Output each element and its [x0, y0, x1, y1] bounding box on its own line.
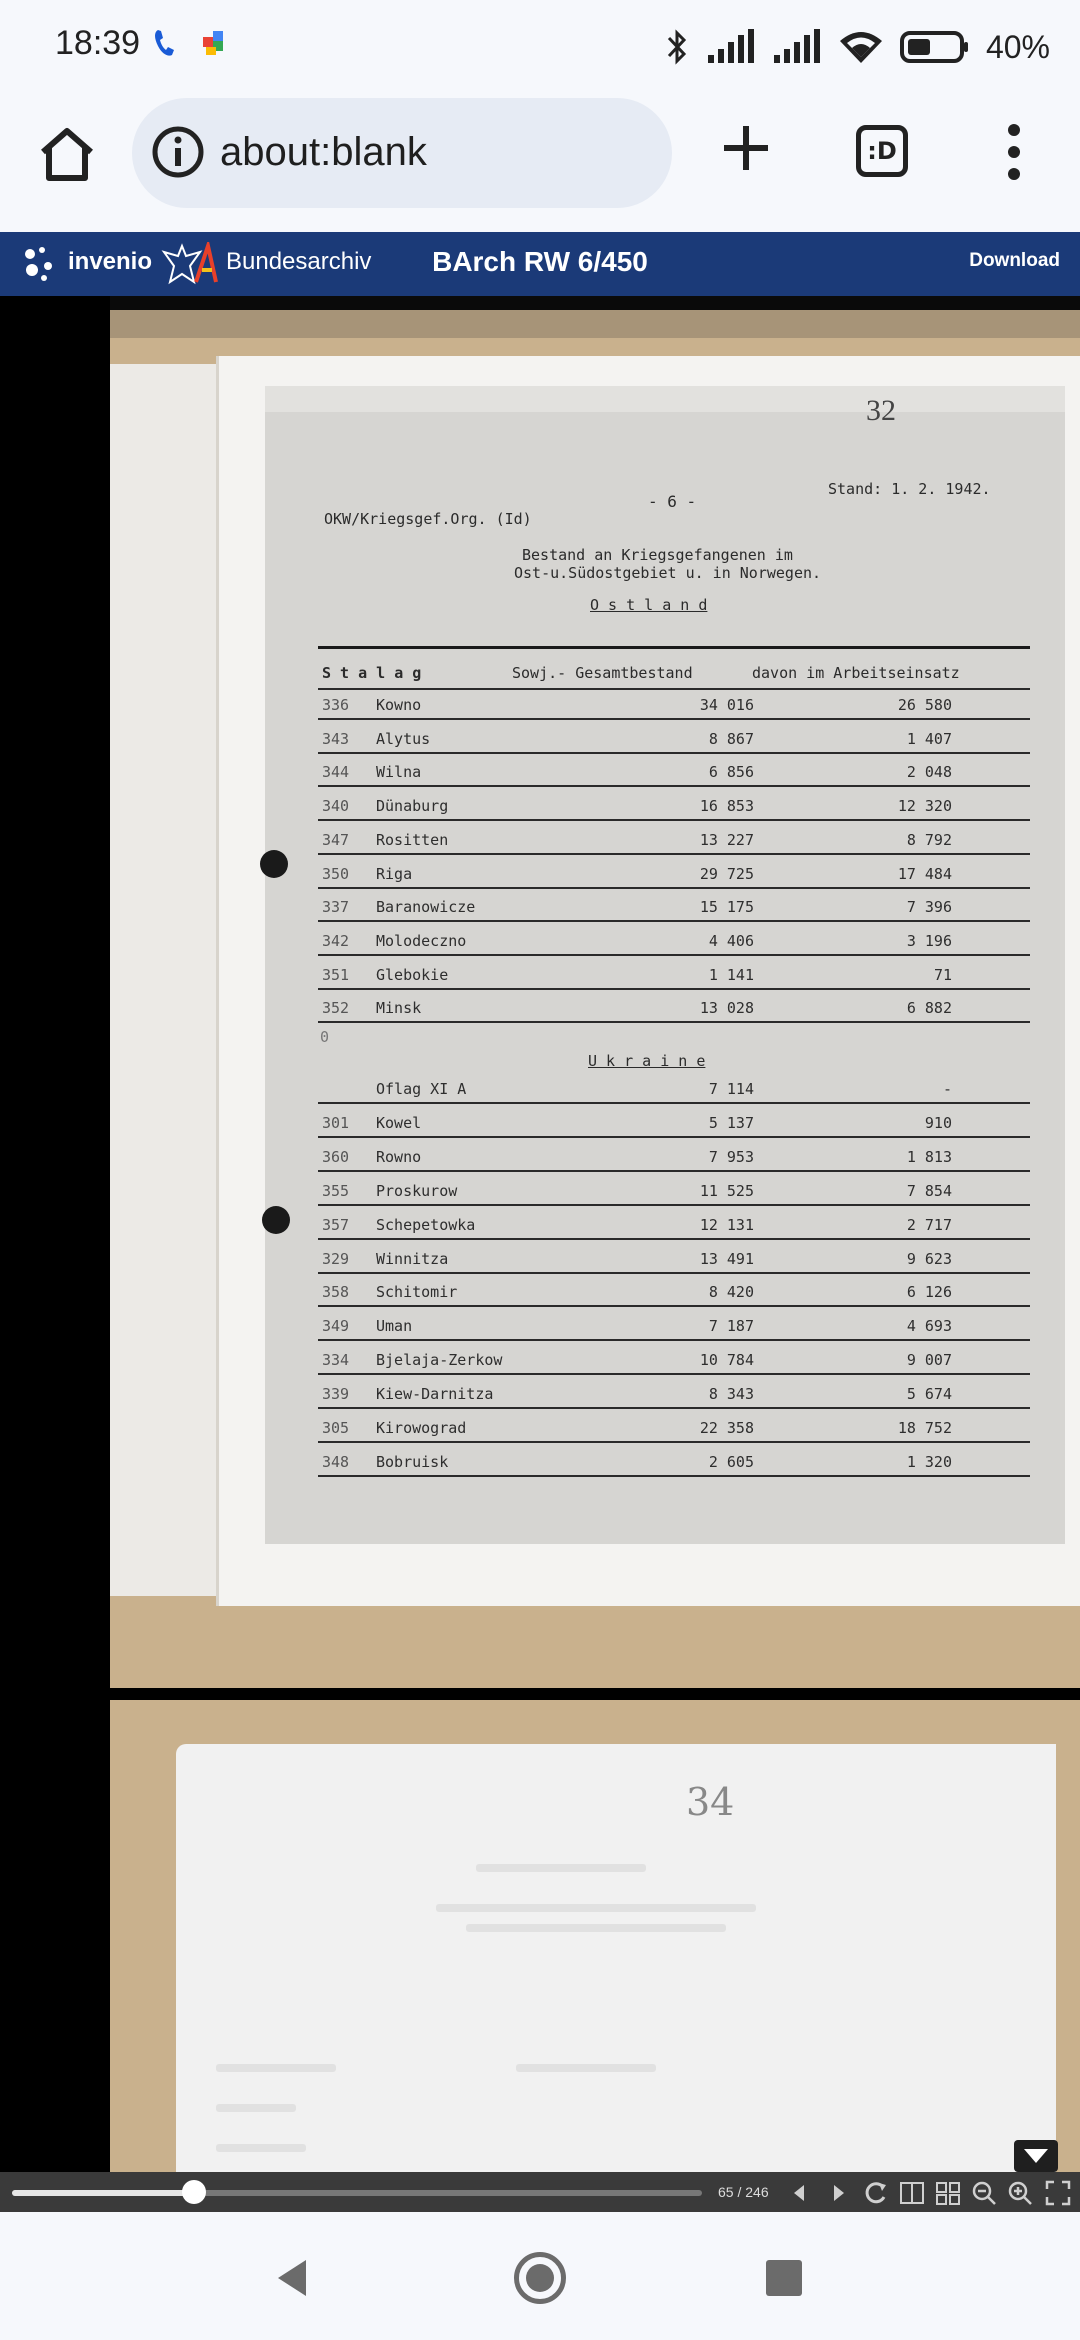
table-row: [210, 999, 1030, 1033]
row-total: 13 227: [699, 830, 754, 849]
row-total: 15 175: [699, 898, 754, 917]
row-rule: [318, 752, 1030, 754]
row-total: 1 141: [708, 965, 754, 984]
row-work: 1 813: [906, 1147, 952, 1166]
row-number: 344: [322, 763, 350, 782]
row-number: 350: [322, 864, 350, 883]
row-rule: [318, 1238, 1030, 1240]
document-title: BArch RW 6/450: [432, 246, 648, 277]
row-name: Proskurow: [376, 1181, 458, 1200]
viewer-header: [0, 232, 1080, 296]
row-number: 336: [322, 696, 350, 714]
office-line: OKW/Kriegsgef.Org. (Id): [324, 510, 532, 528]
download-button[interactable]: Download: [969, 250, 1060, 271]
row-number: 360: [322, 1147, 350, 1166]
archive-page-number: 32: [866, 394, 896, 427]
row-name: Wilna: [376, 763, 422, 782]
row-rule: [318, 1339, 1030, 1341]
document-viewer[interactable]: [0, 296, 1080, 2172]
table-row: [210, 1114, 1030, 1148]
row-number: 301: [322, 1113, 350, 1132]
date-line: Stand: 1. 2. 1942.: [828, 480, 991, 498]
row-work: 18 752: [897, 1419, 952, 1437]
row-total: 6 856: [708, 763, 754, 782]
wifi-icon: [838, 29, 884, 65]
collapse-toolbar-button[interactable]: [1014, 2140, 1058, 2172]
row-work: 3 196: [906, 931, 952, 950]
row-rule: [318, 785, 1030, 787]
row-name: Kiew-Darnitza: [376, 1385, 494, 1404]
status-time: 18:39: [55, 24, 141, 62]
row-number: 355: [322, 1181, 350, 1200]
row-number: 347: [322, 830, 350, 849]
row-rule: [318, 887, 1030, 889]
row-total: 4 406: [708, 931, 754, 950]
heading-line-2: Ost-u.Südostgebiet u. in Norwegen.: [514, 564, 822, 582]
row-rule: [318, 718, 1030, 720]
row-number: 334: [322, 1351, 350, 1370]
row-number: 305: [322, 1419, 350, 1437]
row-work: 26 580: [897, 696, 952, 714]
row-total: 16 853: [699, 797, 754, 816]
row-number: 329: [322, 1249, 350, 1268]
rotate-icon[interactable]: [862, 2179, 890, 2207]
table-row: [210, 1419, 1030, 1453]
row-rule: [318, 1441, 1030, 1443]
page-slider-handle[interactable]: [182, 2180, 206, 2204]
row-name: Bjelaja-Zerkow: [376, 1351, 503, 1370]
battery-icon: [900, 30, 970, 64]
table-row: [210, 1385, 1030, 1419]
row-work: 1 407: [906, 729, 952, 748]
back-icon[interactable]: [274, 2258, 310, 2298]
row-total: 7 114: [708, 1080, 754, 1098]
row-total: 5 137: [708, 1113, 754, 1132]
row-name: Alytus: [376, 729, 431, 748]
zoom-out-icon[interactable]: [970, 2179, 998, 2207]
row-rule: [318, 1021, 1030, 1023]
column-header-stalag: S t a l a g: [322, 664, 422, 682]
row-work: 910: [924, 1113, 952, 1132]
row-name: Schitomir: [376, 1283, 458, 1302]
row-name: Riga: [376, 864, 413, 883]
table-row: [210, 696, 1030, 730]
table-row: [210, 865, 1030, 899]
table-row: [210, 1148, 1030, 1182]
row-work: 6 882: [906, 999, 952, 1018]
row-rule: [318, 1204, 1030, 1206]
next-page-number: 34: [686, 1780, 735, 1824]
home-circle-icon[interactable]: [514, 2252, 566, 2304]
home-icon[interactable]: [34, 122, 100, 188]
table-row: [210, 932, 1030, 966]
table-row: [210, 797, 1030, 831]
phone-call-icon: [152, 28, 178, 66]
row-rule: [318, 920, 1030, 922]
row-name: Kirowograd: [376, 1419, 467, 1437]
row-rule: [318, 1170, 1030, 1172]
table-top-rule: [318, 646, 1030, 649]
row-name: Minsk: [376, 999, 422, 1018]
table-row: [210, 966, 1030, 1000]
row-work: 1 320: [906, 1452, 952, 1471]
row-rule: [318, 1475, 1030, 1477]
row-rule: [318, 1305, 1030, 1307]
row-number: 337: [322, 898, 350, 917]
signal-icon: [772, 29, 822, 65]
row-name: Bobruisk: [376, 1452, 449, 1471]
table-row: [210, 831, 1030, 865]
row-name: Winnitza: [376, 1249, 449, 1268]
row-name: Glebokie: [376, 965, 449, 984]
row-work: 7 854: [906, 1181, 952, 1200]
row-work: -: [942, 1080, 952, 1098]
info-icon[interactable]: [150, 124, 206, 180]
row-name: Dünaburg: [376, 797, 449, 816]
signal-icon: [706, 29, 756, 65]
row-number: 351: [322, 965, 350, 984]
row-total: 12 131: [699, 1215, 754, 1234]
stray-mark: 0: [320, 1028, 330, 1046]
battery-percent: 40%: [985, 28, 1050, 65]
table-row: [210, 1182, 1030, 1216]
row-rule: [318, 988, 1030, 990]
single-page-icon[interactable]: [898, 2179, 926, 2207]
row-number: 339: [322, 1385, 350, 1404]
row-total: 2 605: [708, 1452, 754, 1471]
puzzle-app-icon: [200, 28, 230, 66]
row-work: 2 048: [906, 763, 952, 782]
table-row: [210, 763, 1030, 797]
row-name: Kowno: [376, 696, 422, 714]
page-slider-fill: [12, 2190, 194, 2196]
table-row: [210, 1453, 1030, 1487]
row-name: Rositten: [376, 830, 449, 849]
row-number: 352: [322, 999, 350, 1018]
row-name: Molodeczno: [376, 931, 467, 950]
fullscreen-icon[interactable]: [1044, 2179, 1072, 2207]
next-page-icon[interactable]: [824, 2179, 852, 2207]
zoom-in-icon[interactable]: [1006, 2179, 1034, 2207]
row-number: 358: [322, 1283, 350, 1302]
more-menu-icon[interactable]: [1000, 120, 1028, 184]
bundesarchiv-label[interactable]: Bundesarchiv: [226, 248, 372, 275]
prev-page-icon[interactable]: [786, 2179, 814, 2207]
row-name: Uman: [376, 1317, 413, 1336]
row-work: 8 792: [906, 830, 952, 849]
row-total: 13 491: [699, 1249, 754, 1268]
row-name: Oflag XI A: [376, 1080, 467, 1098]
bluetooth-icon: [664, 27, 690, 67]
column-header-work: davon im Arbeitseinsatz: [752, 664, 960, 682]
row-number: 349: [322, 1317, 350, 1336]
row-total: 7 187: [708, 1317, 754, 1336]
row-work: 9 623: [906, 1249, 952, 1268]
section-ostland: O s t l a n d: [590, 596, 708, 614]
column-header-total: Sowj.- Gesamtbestand: [512, 664, 693, 682]
heading-line-1: Bestand an Kriegsgefangenen im: [522, 546, 793, 564]
row-number: 348: [322, 1452, 350, 1471]
table-row: [210, 1351, 1030, 1385]
recents-icon[interactable]: [766, 2260, 802, 2296]
table-row: [210, 1317, 1030, 1351]
row-work: 5 674: [906, 1385, 952, 1404]
row-total: 8 343: [708, 1385, 754, 1404]
section-ukraine: U k r a i n e: [588, 1052, 706, 1070]
table-row: [210, 1216, 1030, 1250]
row-name: Kowel: [376, 1113, 422, 1132]
url-text[interactable]: about:blank: [220, 130, 427, 174]
table-row: [210, 1283, 1030, 1317]
row-number: 357: [322, 1215, 350, 1234]
row-total: 7 953: [708, 1147, 754, 1166]
row-total: 8 420: [708, 1283, 754, 1302]
row-rule: [318, 1102, 1030, 1104]
row-total: 10 784: [699, 1351, 754, 1370]
row-work: 17 484: [897, 864, 952, 883]
row-total: 22 358: [699, 1419, 754, 1437]
row-work: 2 717: [906, 1215, 952, 1234]
row-total: 11 525: [699, 1181, 754, 1200]
row-total: 29 725: [699, 864, 754, 883]
viewer-controls: [0, 2172, 1080, 2212]
row-total: 34 016: [699, 696, 754, 714]
page-marker: - 6 -: [648, 492, 697, 511]
row-rule: [318, 1272, 1030, 1274]
table-row: [210, 898, 1030, 932]
row-total: 8 867: [708, 729, 754, 748]
row-name: Rowno: [376, 1147, 422, 1166]
page-counter: 65 / 246: [718, 2184, 769, 2200]
row-number: 340: [322, 797, 350, 816]
row-total: 13 028: [699, 999, 754, 1018]
row-rule: [318, 1407, 1030, 1409]
address-bar[interactable]: [132, 98, 672, 208]
table-header-rule: [318, 688, 1030, 690]
row-rule: [318, 819, 1030, 821]
table-row: [210, 1080, 1030, 1114]
table-row: [210, 1250, 1030, 1284]
scan-page-next: [110, 1700, 1080, 2172]
invenio-brand[interactable]: invenio: [68, 248, 153, 275]
row-name: Baranowicze: [376, 898, 476, 917]
row-work: 6 126: [906, 1283, 952, 1302]
row-work: 71: [933, 965, 952, 984]
system-nav-bar: [0, 2212, 1080, 2340]
tab-switcher-icon[interactable]: :D: [856, 125, 908, 177]
browser-toolbar: [0, 90, 1080, 232]
row-work: 4 693: [906, 1317, 952, 1336]
next-document-page: [176, 1744, 1056, 2172]
status-bar: [0, 0, 1080, 90]
row-rule: [318, 853, 1030, 855]
row-work: 12 320: [897, 797, 952, 816]
grid-view-icon[interactable]: [934, 2179, 962, 2207]
row-number: 342: [322, 931, 350, 950]
row-rule: [318, 1136, 1030, 1138]
table-row: [210, 730, 1030, 764]
row-work: 7 396: [906, 898, 952, 917]
row-work: 9 007: [906, 1351, 952, 1370]
new-tab-icon[interactable]: [718, 120, 774, 176]
row-rule: [318, 1373, 1030, 1375]
row-rule: [318, 954, 1030, 956]
row-name: Schepetowka: [376, 1215, 476, 1234]
row-number: 343: [322, 729, 350, 748]
